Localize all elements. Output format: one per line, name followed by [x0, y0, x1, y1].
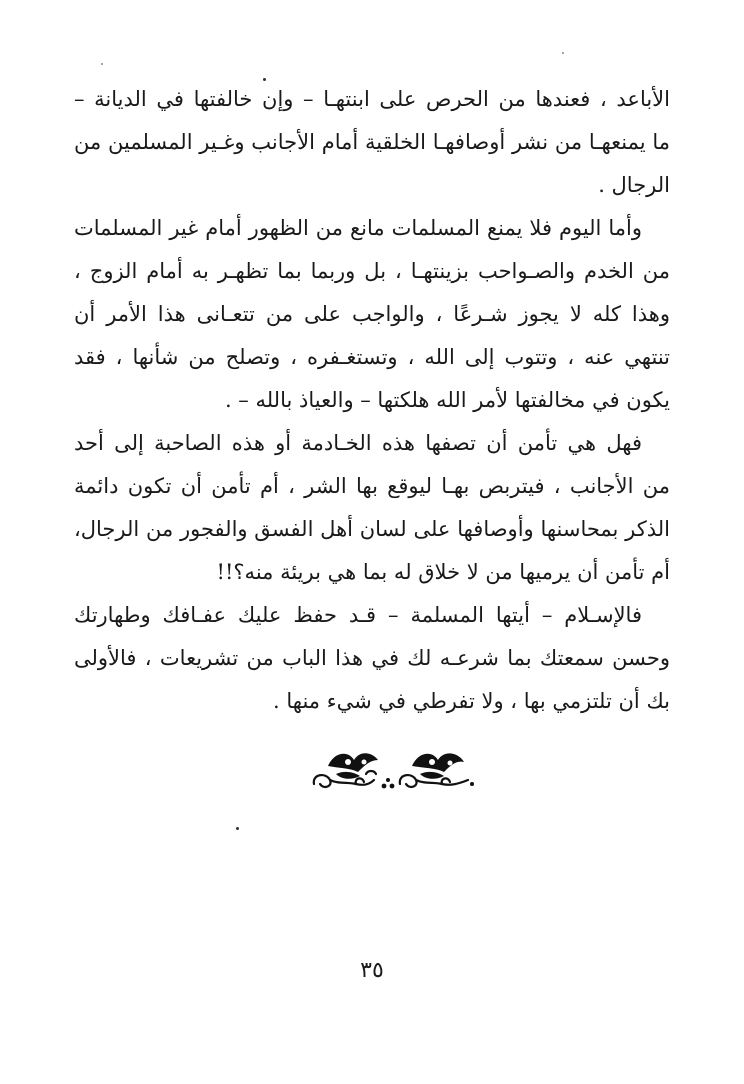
body-text — [74, 78, 670, 723]
page-number: ٣٥ — [360, 958, 384, 983]
text-line: من الأجانب ، فيتربص بهـا ليوقع بها الشر ، أم تأمن أن تكون دائمة — [74, 474, 670, 498]
text-line: فهل هي تأمن أن تصفها هذه الخـادمة أو هذه الصاحبة إلى أحد — [74, 431, 642, 455]
text-line: ما يمنعهـا من نشر أوصافهـا الخلقية أمام الأجانب وغـير المسلمين من — [74, 130, 670, 154]
print-speck — [263, 78, 266, 81]
text-line: فالإسـلام – أيتها المسلمة – قـد حفظ عليك عفـافك وطهارتك — [74, 603, 642, 627]
text-line: الرجال . — [598, 173, 670, 197]
print-speck — [562, 52, 564, 54]
print-speck — [101, 63, 103, 65]
text-line: وهذا كله لا يجوز شـرعًا ، والواجب على من تتعـانى هذا الأمر أن — [74, 302, 670, 326]
paragraph-4 — [74, 594, 670, 723]
paragraph-1 — [74, 78, 670, 207]
paragraph-2 — [74, 207, 670, 422]
text-line: تنتهي عنه ، وتتوب إلى الله ، وتستغـفره ، وتصلح من شأنها ، فقد — [74, 345, 670, 369]
text-line: وأما اليوم فلا يمنع المسلمات مانع من الظهور أمام غير المسلمات — [74, 216, 642, 240]
paragraph-3 — [74, 422, 670, 594]
text-line: من الخدم والصـواحب بزينتهـا ، بل وربما بما تظهـر به أمام الزوج ، — [74, 259, 670, 283]
text-line: يكون في مخالفتها لأمر الله هلكتها – والعياذ بالله – . — [224, 388, 670, 412]
text-line: وحسن سمعتك بما شرعـه لك في هذا الباب من تشريعات ، فالأولى — [74, 646, 670, 670]
print-speck — [236, 827, 239, 830]
text-line: الذكر بمحاسنها وأوصافها على لسان أهل الفسق والفجور من الرجال، — [74, 517, 670, 541]
floral-ornament-icon — [308, 744, 476, 792]
text-line: بك أن تلتزمي بها ، ولا تفرطي في شيء منها . — [273, 689, 670, 713]
text-line: الأباعد ، فعندها من الحرص على ابنتهـا – وإن خالفتها في الديانة – — [74, 87, 670, 111]
text-line: أم تأمن أن يرميها من لا خلاق له بما هي بريئة منه؟!! — [216, 560, 670, 584]
